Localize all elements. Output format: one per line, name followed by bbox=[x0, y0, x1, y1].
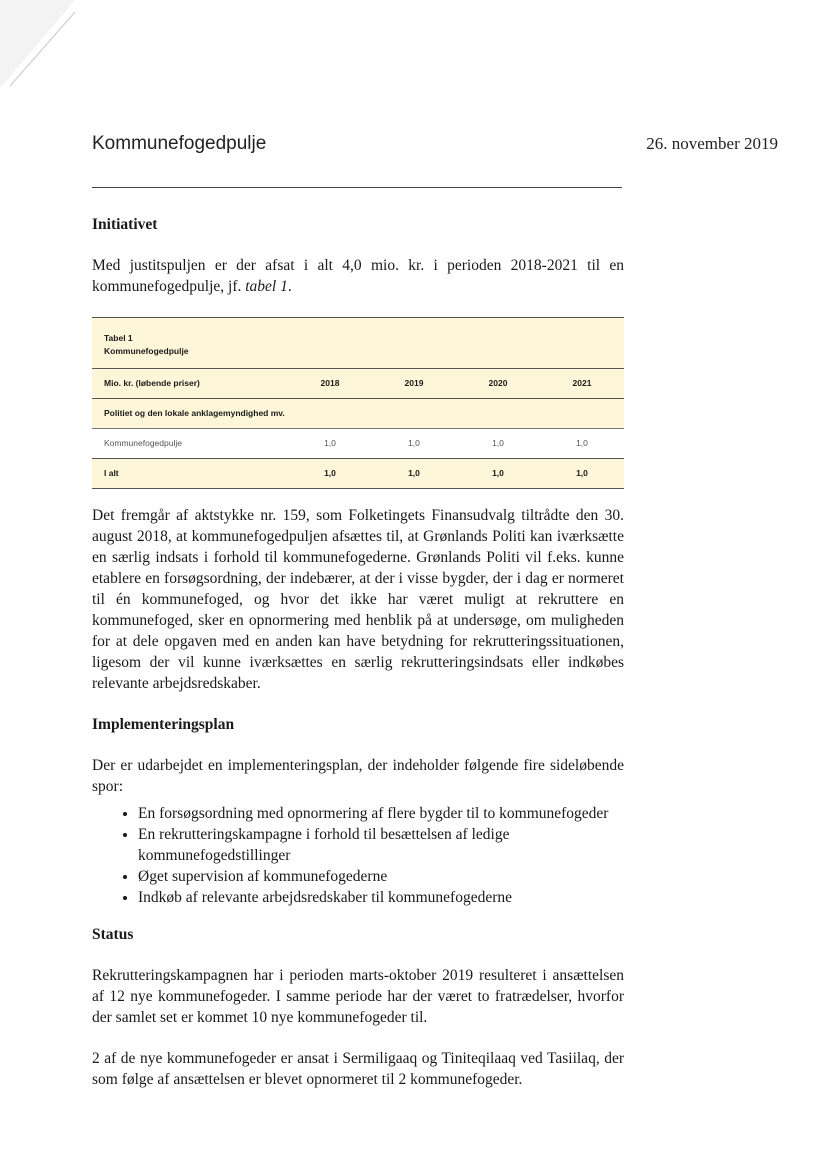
table-total-row bbox=[92, 459, 624, 489]
year-header: 2021 bbox=[540, 369, 624, 399]
bullet-list bbox=[92, 803, 624, 908]
year-header: 2018 bbox=[288, 369, 372, 399]
row-value: 1,0 bbox=[456, 429, 540, 459]
row-value: 1,0 bbox=[372, 429, 456, 459]
paragraph-implementering-intro: Der er udarbejdet en implementeringsplan, der indeholder følgende fire sideløbende spor: bbox=[92, 757, 624, 795]
heading-status: Status bbox=[92, 926, 134, 943]
table-caption bbox=[92, 318, 624, 368]
heading-initiativet: Initiativet bbox=[92, 216, 158, 233]
heading-implementeringsplan: Implementeringsplan bbox=[92, 716, 235, 733]
table-unit-label: Mio. kr. (løbende priser) bbox=[92, 369, 288, 399]
paragraph-end: . bbox=[287, 278, 292, 295]
year-header: 2019 bbox=[372, 369, 456, 399]
total-value: 1,0 bbox=[372, 459, 456, 489]
list-item: • En forsøgsordning med opnormering af flere bygder til to kommunefogeder bbox=[138, 803, 624, 824]
table-reference: tabel 1 bbox=[245, 278, 288, 295]
table-header-row bbox=[92, 369, 624, 399]
paragraph-text: Med justitspuljen er der afsat i alt 4,0 mio. kr. i perioden 2018-2021 til en kommunefogedpulje, jf. bbox=[92, 257, 624, 295]
row-value: 1,0 bbox=[288, 429, 372, 459]
header-divider bbox=[92, 187, 622, 188]
total-value: 1,0 bbox=[456, 459, 540, 489]
table-title: Tabel 1 bbox=[104, 333, 133, 343]
list-item: • En rekrutteringskampagne i forhold til besættelsen af ledige kommunefogedstillinger bbox=[138, 824, 624, 866]
paragraph-initiativet bbox=[92, 255, 624, 297]
list-item: • Øget supervision af kommunefogederne bbox=[138, 866, 624, 887]
table-row bbox=[92, 429, 624, 459]
paragraph-status-2: 2 af de nye kommunefogeder er ansat i Sermiligaaq og Tiniteqilaaq ved Tasiilaq, der som følge af ansættelsen er blevet opnormeret til 2 kommunefogeder. bbox=[92, 1050, 624, 1088]
list-item: • Indkøb af relevante arbejdsredskaber til kommunefogederne bbox=[138, 887, 624, 908]
total-label: I alt bbox=[92, 459, 288, 489]
paragraph-status-1: Rekrutteringskampagnen har i perioden marts-oktober 2019 resulteret i ansættelsen af 12 nye kommunefogeder. I samme periode har der været to fratrædelser, hvorfor der samlet set er kommet 10 nye kommunefogeder til. bbox=[92, 967, 624, 1026]
document-date: 26. november 2019 bbox=[646, 134, 778, 153]
total-value: 1,0 bbox=[288, 459, 372, 489]
document-body bbox=[92, 214, 624, 1110]
paragraph-aktstykke: Det fremgår af aktstykke nr. 159, som Folketingets Finansudvalg tiltrådte den 30. august 2018, at kommunefogedpuljen afsættes til, at Grønlands Politi kan iværksætte en særlig indsats i forhold til kommunefogederne. Grønlands Politi vil f.eks. kunne etablere en forsøgsordning, der indebærer, at der i visse bygder, der i dag er normeret til én kommunefoged, og hvor det ikke har været muligt at rekruttere en kommunefoged, sker en opnormering med henblik på at undersøge, om muligheden for at dele opgaven med en anden kan have betydning for rekrutteringssituationen, ligesom der vil kunne iværksættes en særlig rekrutteringsindsats eller indkøbes relevante arbejdsredskaber. bbox=[92, 507, 624, 692]
total-value: 1,0 bbox=[540, 459, 624, 489]
table-grid bbox=[92, 368, 624, 488]
table-subtitle: Kommunefogedpulje bbox=[104, 346, 189, 356]
table-1 bbox=[92, 317, 624, 489]
scan-page-corner bbox=[0, 0, 80, 90]
row-label: Kommunefogedpulje bbox=[92, 429, 288, 459]
table-section-row bbox=[92, 399, 624, 429]
table-section-label: Politiet og den lokale anklagemyndighed mv. bbox=[92, 399, 624, 429]
row-value: 1,0 bbox=[540, 429, 624, 459]
page-title: Kommunefogedpulje bbox=[92, 133, 267, 154]
year-header: 2020 bbox=[456, 369, 540, 399]
